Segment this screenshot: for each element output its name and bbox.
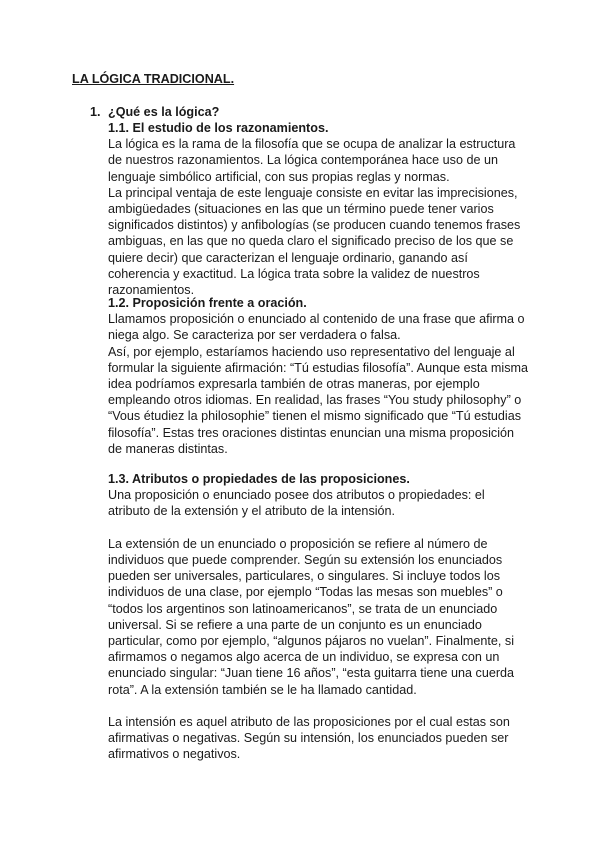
section-1-1 [108,120,528,298]
paragraph-spacer [108,698,528,714]
paragraph: Una proposición o enunciado posee dos atributos o propiedades: el atributo de la extensión y el atributo de la intensión. [108,488,485,519]
paragraph: La extensión de un enunciado o proposición se refiere al número de individuos que puede comprender. Según su extensión los enunciados pueden ser universales, particulares, o singulares. Si incluye todos los individuos de una clase, por ejemplo “Todas las mesas son muebles” o “todos los argentinos son latinoamericanos”, se trata de un enunciado universal. Si se refiere a una parte de un conjunto es un enunciado particular, como por ejemplo, “algunos pájaros no vuelan”. Finalmente, si afirmamos o negamos algo acerca de un individuo, se expresa con un enunciado singular: “Juan tiene 16 años”, “esta guitarra tiene una cuerda rota”. A la extensión también se le ha llamado cantidad. [108,536,515,697]
document-title: LA LÓGICA TRADICIONAL. [72,72,235,86]
paragraph: La intensión es aquel atributo de las proposiciones por el cual estas son afirmativas o negativas. Según su intensión, los enunciados pueden ser afirmativos o negativos. [108,715,510,762]
section-title: 1.2. Proposición frente a oración. [108,296,307,310]
paragraph: La principal ventaja de este lenguaje consiste en evitar las imprecisiones, ambigüedades (situaciones en las que un término puede tener varios significados distintos) y anfibologías (se producen cuando tenemos frases ambiguas, en las que no queda claro el significado preciso de los que se quiere decir) que caracterizan el lenguaje ordinario, ganando así coherencia y exactitud. La lógica trata sobre la validez de nuestros razonamientos. [108,185,521,298]
section-title: 1.3. Atributos o propiedades de las proposiciones. [108,472,410,486]
paragraph: La lógica es la rama de la filosofía que se ocupa de analizar la estructura de nuestros razonamientos. La lógica contemporánea hace uso de un lenguaje simbólico artificial, con sus propias reglas y normas. [108,137,516,184]
paragraph-spacer [108,520,528,536]
paragraph: Llamamos proposición o enunciado al contenido de una frase que afirma o niega algo. Se caracteriza por ser verdadera o falsa. [108,312,525,343]
list-item-title: ¿Qué es la lógica? [108,105,220,119]
section-1-3 [108,471,528,763]
section-1-2 [108,295,528,457]
paragraph: Así, por ejemplo, estaríamos haciendo uso representativo del lenguaje al formular la siguiente afirmación: “Tú estudias filosofía”. Aunque esta misma idea podríamos expresarla también de otras maneras, por ejemplo empleando otros idiomas. En realidad, las frases “You study philosophy” o “Vous étudiez la philosophie” tienen el mismo significado que “Tú estudias filosofía”. Estas tres oraciones distintas enuncian una misma proposición de maneras distintas. [108,344,528,456]
list-item-number: 1. [90,105,101,119]
section-title: 1.1. El estudio de los razonamientos. [108,121,329,135]
